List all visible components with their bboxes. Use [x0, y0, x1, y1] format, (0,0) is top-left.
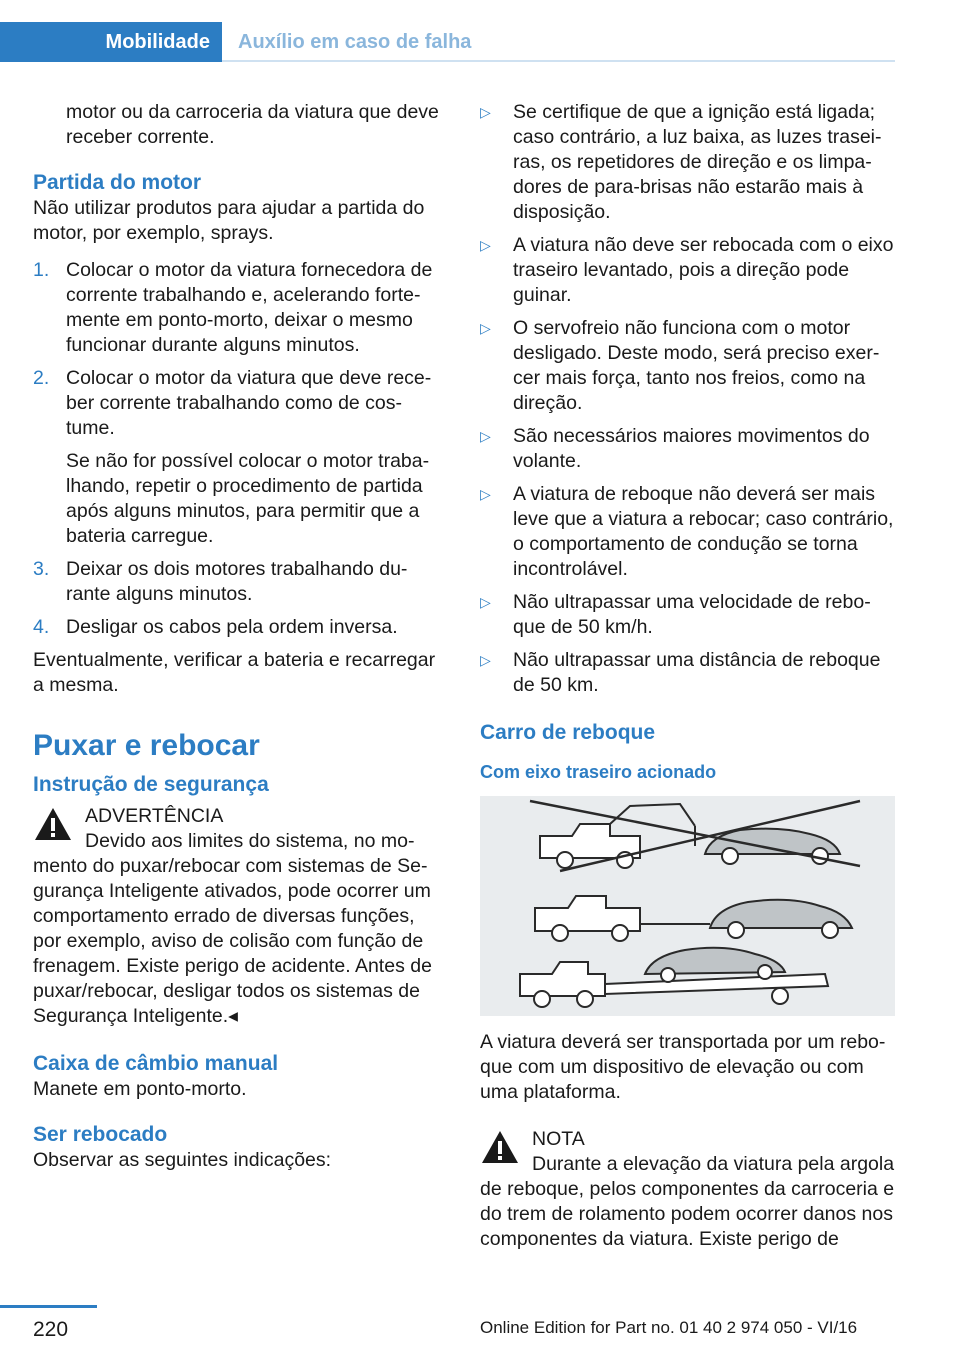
warning-title: ADVERTÊNCIA [85, 805, 224, 827]
list-item [33, 366, 443, 441]
bullet-text: São necessários maiores movimentos do volante. [513, 425, 870, 472]
heading-partida: Partida do motor [33, 171, 202, 194]
header-bar [0, 0, 895, 62]
eventual-text: Eventualmente, verificar a bateria e recarregar a mesma. [33, 649, 436, 696]
heading-rebocado: Ser rebocado [33, 1123, 168, 1146]
bullet-text: Não ultrapassar uma velocidade de rebo-que de 50 km/h. [513, 591, 871, 638]
note-first-line: Durante a elevação da viatura pela argola [532, 1153, 895, 1175]
list-item [480, 100, 895, 225]
triangle-bullet-icon: ▷ [480, 428, 491, 444]
step-note: Se não for possível colocar o motor traba-lhando, repetir o procedimento de partida após alguns minutos, para permitir que a bateria carregue. [66, 450, 430, 547]
list-item [33, 557, 443, 607]
list-item [33, 258, 443, 358]
partida-text: Não utilizar produtos para ajudar a partida do motor, por exemplo, sprays. [33, 197, 425, 244]
note-block [480, 1127, 895, 1252]
step-text: Colocar o motor da viatura que deve rece-ber corrente trabalhando como de cos-tume. [66, 367, 432, 439]
warning-block [33, 804, 443, 1029]
bullet-text: Se certifique de que a ignição está ligada; caso contrário, a luz baixa, as luzes trasei-ras, os repetidores de direção e os limpa-dores de para-brisas não estarão mais à disposição. [513, 101, 882, 223]
warning-text: mento do puxar/rebocar com sistemas de Se-gurança Inteligente ativados, pode ocorrer um comportamento errado de diversas funções, por exemplo, aviso de colisão com função de frenagem. Existe perigo de acidente. Antes de puxar/rebocar, desligar todos os sistemas de Segurança Inteligente.◂ [33, 855, 432, 1027]
note-text: de reboque, pelos componentes da carroceria e do trem de rolamento podem ocorrer danos nos componentes da viatura. Existe perigo de [480, 1178, 895, 1250]
step-text: Deixar os dois motores trabalhando du-rante alguns minutos. [66, 558, 408, 605]
list-item [480, 482, 895, 582]
bullet-text: O servofreio não funciona com o motor desligado. Deste modo, será preciso exer-cer mais força, tanto nos freios, como na direção. [513, 317, 880, 414]
list-item [480, 424, 895, 474]
bullet-text: Não ultrapassar uma distância de reboque de 50 km. [513, 649, 881, 696]
list-item [480, 316, 895, 416]
page-number: 220 [33, 1318, 69, 1341]
step-number: 3. [33, 558, 50, 580]
transport-text: A viatura deverá ser transportada por um rebo-que com um dispositivo de elevação ou com uma plataforma. [480, 1031, 886, 1103]
bullet-text: A viatura não deve ser rebocada com o eixo traseiro levantado, pois a direção pode guinar. [513, 234, 894, 306]
step-text: Colocar o motor da viatura fornecedora de corrente trabalhando e, acelerando forte-mente em ponto-morto, deixar o mesmo funcionar durante alguns minutos. [66, 259, 433, 356]
step-number: 2. [33, 367, 50, 389]
triangle-bullet-icon: ▷ [480, 652, 491, 668]
triangle-bullet-icon: ▷ [480, 104, 491, 120]
triangle-bullet-icon: ▷ [480, 486, 491, 502]
heading-cambio: Caixa de câmbio manual [33, 1052, 279, 1075]
rebocado-text: Observar as seguintes indicações: [33, 1149, 332, 1171]
step-number: 1. [33, 259, 50, 281]
towing-diagram-icon [480, 796, 895, 1016]
right-column [480, 100, 895, 1252]
heading-seguranca: Instrução de segurança [33, 773, 269, 796]
warning-icon [480, 1129, 520, 1165]
list-item [33, 615, 443, 640]
step-text: Desligar os cabos pela ordem inversa. [66, 616, 398, 638]
triangle-bullet-icon: ▷ [480, 320, 491, 336]
header-divider [222, 60, 895, 62]
heading-puxar: Puxar e rebocar [33, 729, 260, 762]
list-item [480, 233, 895, 308]
warning-first-line: Devido aos limites do sistema, no mo- [85, 830, 415, 852]
list-item [480, 648, 895, 698]
step-number: 4. [33, 616, 50, 638]
warning-icon [33, 806, 73, 842]
intro-text: motor ou da carroceria da viatura que deve receber corrente. [66, 101, 439, 148]
heading-eixo: Com eixo traseiro acionado [480, 762, 717, 782]
triangle-bullet-icon: ▷ [480, 237, 491, 253]
bullet-text: A viatura de reboque não deverá ser mais leve que a viatura a rebocar; caso contrário, o comportamento de condução se torna incontrolável. [513, 483, 894, 580]
section-tab[interactable]: Mobilidade [0, 22, 222, 62]
towing-illustration [480, 796, 895, 1016]
triangle-bullet-icon: ▷ [480, 594, 491, 610]
note-title: NOTA [532, 1128, 585, 1150]
cambio-text: Manete em ponto-morto. [33, 1078, 247, 1100]
heading-carro-reboque: Carro de reboque [480, 721, 656, 744]
footer-edition: Online Edition for Part no. 01 40 2 974 050 - VI/16 [480, 1318, 858, 1337]
subsection-tab[interactable]: Auxílio em caso de falha [238, 30, 472, 53]
footer-divider [0, 1305, 97, 1308]
list-item [480, 590, 895, 640]
left-column [33, 100, 443, 1173]
